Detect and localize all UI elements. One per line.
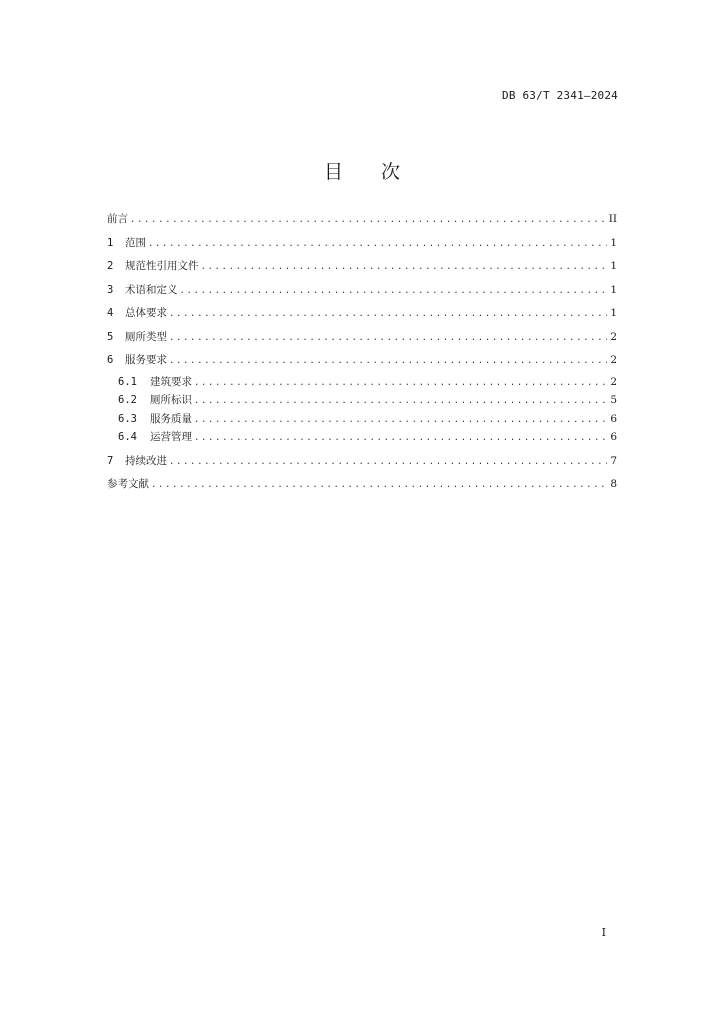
table-of-contents [107, 208, 617, 497]
toc-entry-number: 3 [107, 283, 114, 296]
toc-entry-text: 建筑要求 [150, 375, 192, 388]
toc-entry-1[interactable] [107, 232, 617, 256]
toc-leader [169, 303, 607, 327]
toc-entry-page: 1 [610, 307, 617, 319]
toc-entry-text: 前言 [107, 213, 128, 225]
toc-entry-2[interactable] [107, 255, 617, 279]
toc-leader [194, 374, 607, 393]
toc-entry-text: 参考文献 [107, 478, 149, 490]
toc-entry-page: 7 [610, 454, 617, 467]
toc-entry-number: 6.3 [118, 412, 137, 425]
toc-entry-6-3[interactable] [107, 410, 617, 429]
toc-entry-page: 2 [610, 354, 617, 366]
toc-entry-number: 4 [107, 307, 114, 319]
toc-entry-number: 7 [107, 454, 114, 467]
toc-entry-7[interactable] [107, 450, 617, 474]
toc-entry-6-1[interactable] [107, 373, 617, 392]
toc-entry-number: 6.2 [118, 394, 137, 406]
toc-entry-page: 6 [610, 431, 617, 443]
toc-entry-foreword[interactable] [107, 208, 617, 232]
toc-leader [169, 350, 607, 374]
toc-entry-number: 6.4 [118, 431, 137, 443]
toc-entry-text: 持续改进 [125, 454, 167, 467]
toc-entry-page: 1 [610, 283, 617, 296]
toc-entry-text: 服务要求 [125, 354, 167, 366]
toc-leader [180, 280, 608, 304]
toc-entry-text: 服务质量 [150, 412, 192, 425]
toc-leader [169, 327, 607, 351]
toc-entry-text: 规范性引用文件 [125, 260, 199, 272]
toc-leader [194, 392, 607, 411]
toc-entry-references[interactable] [107, 473, 617, 497]
toc-entry-page: 1 [610, 236, 617, 249]
toc-entry-text: 厕所类型 [125, 330, 167, 343]
page-number: I [601, 926, 606, 939]
toc-entry-text: 总体要求 [125, 307, 167, 319]
toc-entry-page: 8 [610, 478, 617, 490]
toc-entry-text: 术语和定义 [125, 283, 178, 296]
toc-entry-page: 2 [610, 330, 617, 343]
toc-title: 目 次 [323, 161, 401, 183]
toc-leader [194, 411, 607, 430]
toc-entry-text: 运营管理 [150, 431, 192, 443]
toc-entry-text: 范围 [125, 236, 146, 249]
document-code: DB 63/T 2341—2024 [502, 89, 618, 102]
toc-entry-page: 1 [610, 260, 617, 272]
toc-entry-number: 6.1 [118, 375, 137, 388]
toc-leader [130, 209, 607, 233]
toc-entry-number: 2 [107, 260, 114, 272]
toc-entry-page: II [608, 213, 617, 225]
toc-entry-number: 6 [107, 354, 114, 366]
toc-leader [148, 233, 607, 257]
toc-entry-4[interactable] [107, 302, 617, 326]
toc-entry-text: 厕所标识 [150, 394, 192, 406]
toc-entry-6-4[interactable] [107, 428, 617, 447]
toc-leader [151, 474, 607, 498]
toc-entry-page: 5 [610, 394, 617, 406]
toc-entry-3[interactable] [107, 279, 617, 303]
toc-entry-5[interactable] [107, 326, 617, 350]
toc-leader [194, 429, 607, 448]
toc-entry-number: 5 [107, 330, 114, 343]
toc-entry-6-2[interactable] [107, 391, 617, 410]
toc-entry-page: 6 [610, 412, 617, 425]
toc-leader [201, 256, 608, 280]
toc-entry-page: 2 [610, 375, 617, 388]
toc-entry-number: 1 [107, 236, 114, 249]
toc-entry-6[interactable] [107, 349, 617, 373]
toc-leader [169, 451, 607, 475]
